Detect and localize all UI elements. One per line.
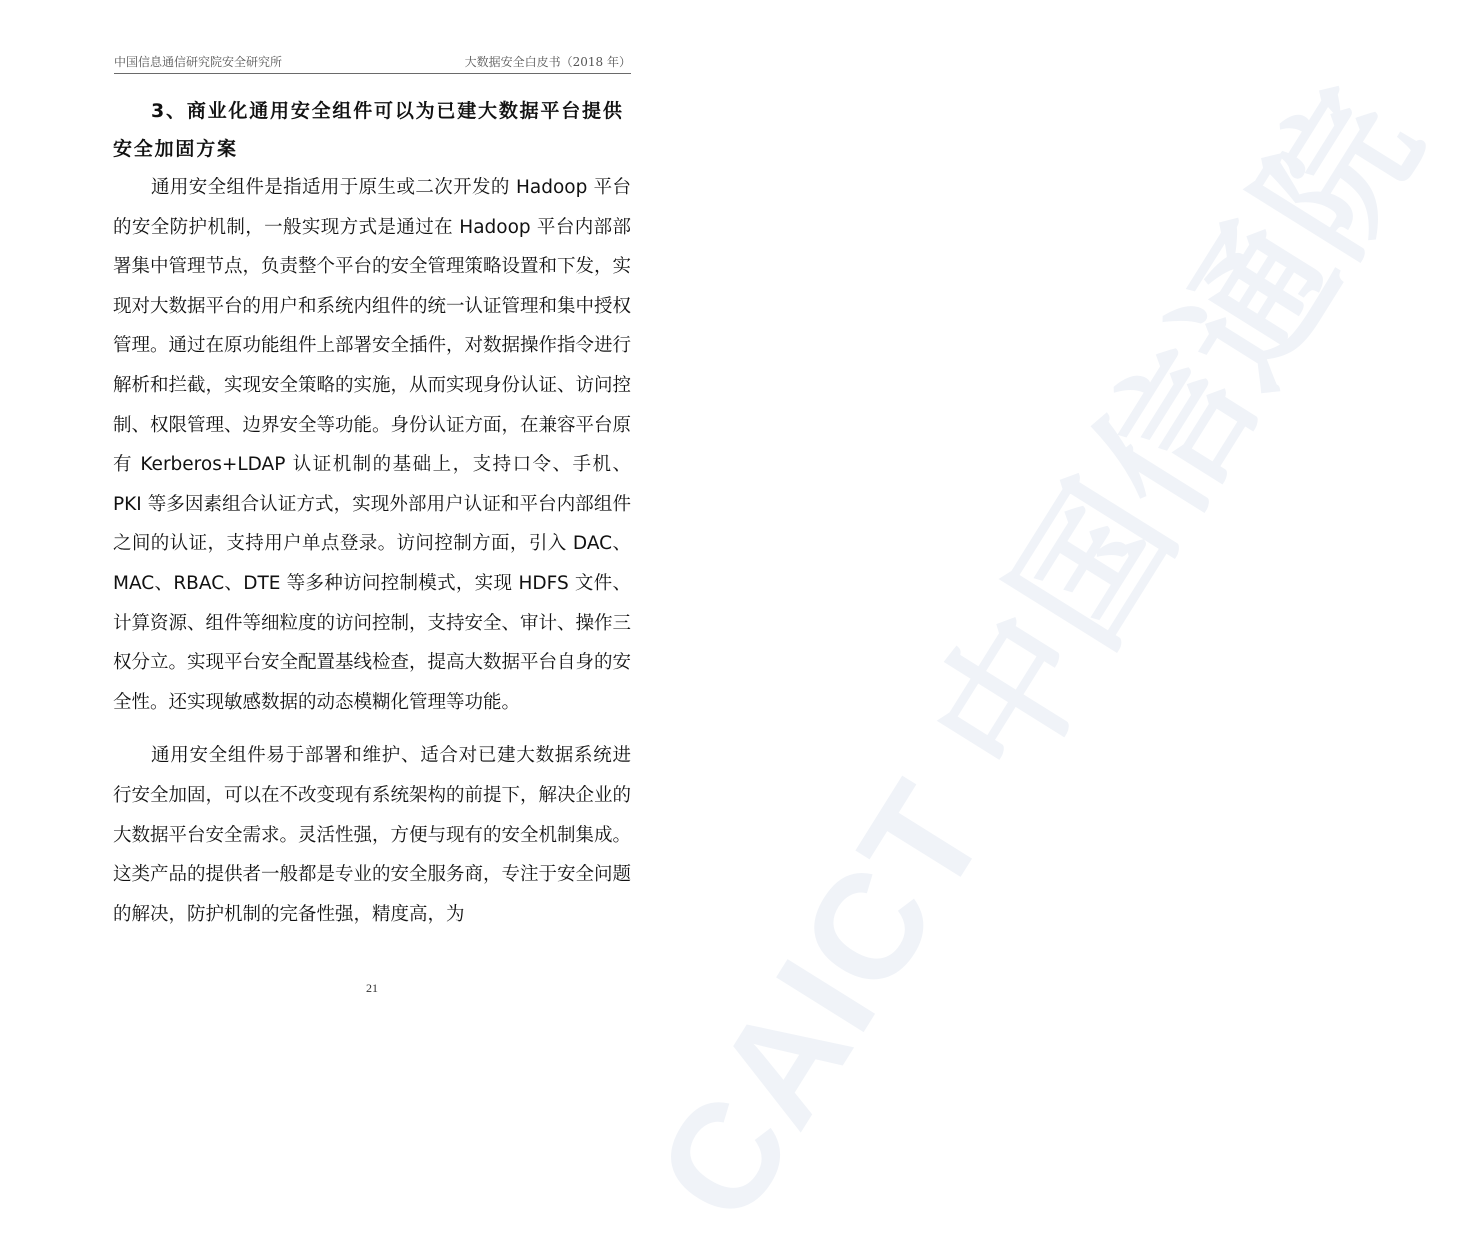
watermark-logo: CAICT 中国信通院: [623, 61, 1453, 1249]
page-header: [114, 53, 631, 74]
section-heading: 3、商业化通用安全组件可以为已建大数据平台提供安全加固方案: [113, 100, 624, 160]
page-number: 21: [366, 981, 378, 995]
header-document-title: 大数据安全白皮书（2018 年）: [464, 55, 631, 69]
main-content: [113, 92, 631, 934]
body-paragraph: 通用安全组件是指适用于原生或二次开发的 Hadoop 平台的安全防护机制，一般实现方式是通过在 Hadoop 平台内部部署集中管理节点，负责整个平台的安全管理策略设置和下发，实现对大数据平台的用户和系统内组件的统一认证管理和集中授权管理。通过在原功能组件上部署安全插件，对数据操作指令进行解析和拦截，实现安全策略的实施，从而实现身份认证、访问控制、权限管理、边界安全等功能。身份认证方面，在兼容平台原有 Kerberos+LDAP 认证机制的基础上，支持口令、手机、PKI 等多因素组合认证方式，实现外部用户认证和平台内部组件之间的认证，支持用户单点登录。访问控制方面，引入 DAC、MAC、RBAC、DTE 等多种访问控制模式，实现 HDFS 文件、计算资源、组件等细粒度的访问控制，支持安全、审计、操作三权分立。实现平台安全配置基线检查，提高大数据平台自身的安全性。还实现敏感数据的动态模糊化管理等功能。: [113, 177, 632, 713]
body-paragraph: 通用安全组件易于部署和维护、适合对已建大数据系统进行安全加固，可以在不改变现有系统架构的前提下，解决企业的大数据平台安全需求。灵活性强，方便与现有的安全机制集成。这类产品的提供者一般都是专业的安全服务商，专注于安全问题的解决，防护机制的完备性强，精度高，为: [113, 745, 632, 925]
header-organization: 中国信息通信研究院安全研究所: [114, 55, 283, 69]
